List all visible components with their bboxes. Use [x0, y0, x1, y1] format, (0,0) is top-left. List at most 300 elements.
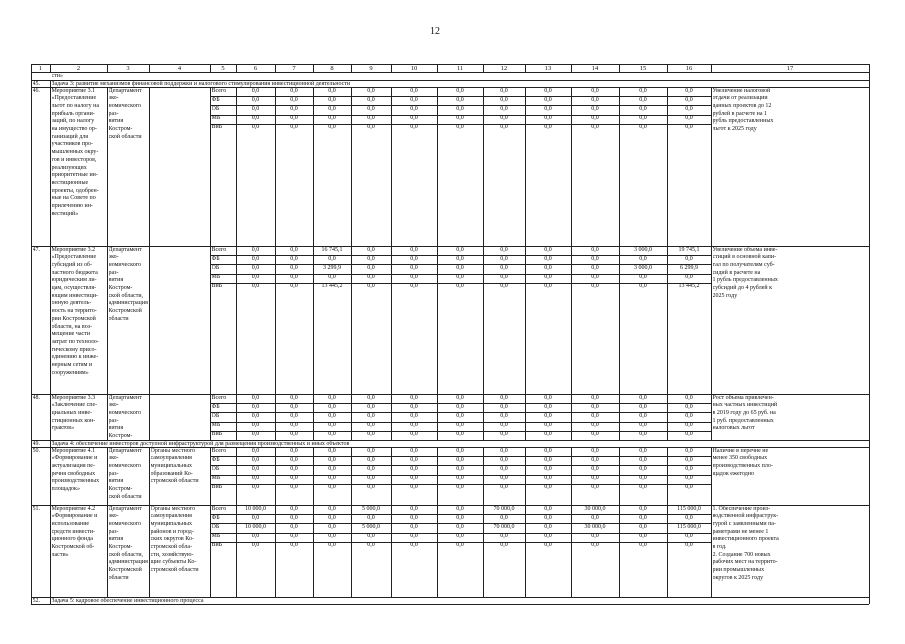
- funding-value: 0,0: [500, 115, 508, 122]
- funding-value: 0,0: [367, 475, 375, 482]
- column-rule: [50, 246, 51, 394]
- funding-value: 0,0: [410, 514, 418, 521]
- funding-value: 0,0: [367, 283, 375, 290]
- column-rule: [210, 64, 211, 72]
- funding-value: 0,0: [367, 96, 375, 103]
- column-rule: [149, 87, 150, 246]
- measure-name: Мероприятие 4.1 «Формирование и актуализация пе- речня свободных производственных площадок»: [51, 447, 100, 493]
- column-rule: [667, 64, 668, 72]
- funding-value: 0,0: [639, 274, 647, 281]
- funding-value: 0,0: [328, 533, 336, 540]
- measure-name: Мероприятие 3.2 «Предоставление субсидий из об- ластного бюджета юридическим ли- цам, осуществля- ющим инвестици- онную деятель- ность на террито- рии Костромской области, на воз- мещение части затрат по техноло- гическому присо- единению к инже- нерным сетям и сооружениям»: [51, 246, 99, 376]
- column-rule: [437, 87, 438, 246]
- funding-value: 0,0: [591, 255, 599, 262]
- funding-value: 0,0: [544, 412, 552, 419]
- funding-value: 0,0: [290, 456, 298, 463]
- column-rule: [667, 505, 668, 597]
- funding-value: 0,0: [328, 124, 336, 131]
- funding-value: 0,0: [544, 542, 552, 549]
- column-rule: [571, 246, 572, 394]
- funding-value: 0,0: [544, 447, 552, 454]
- funding-value: 0,0: [367, 403, 375, 410]
- funding-value: 0,0: [591, 533, 599, 540]
- funding-value: 0,0: [251, 87, 260, 94]
- funding-value: 0,0: [544, 484, 552, 491]
- funding-value: 0,0: [290, 475, 298, 482]
- funding-value: 0,0: [500, 255, 508, 262]
- funding-value: 5 000,0: [362, 505, 380, 512]
- funding-value: 0,0: [456, 246, 464, 253]
- funding-value: 0,0: [591, 447, 599, 454]
- column-number: 11: [456, 64, 464, 72]
- funding-value: 0,0: [500, 283, 508, 290]
- column-rule: [149, 394, 150, 440]
- funding-value: 0,0: [591, 394, 599, 401]
- funding-value: 0,0: [290, 542, 298, 549]
- funding-value: 0,0: [251, 447, 260, 454]
- column-rule: [275, 246, 276, 394]
- column-rule: [107, 246, 108, 394]
- funding-value: 0,0: [367, 115, 375, 122]
- measure-name: Мероприятие 4.2 «Формирование и использование средств инвести- ционного фонда Костромской об- ласти»: [51, 505, 98, 558]
- funding-value: 0,0: [456, 255, 464, 262]
- funding-value: 13 445,2: [678, 283, 700, 290]
- funding-value: 0,0: [410, 115, 418, 122]
- funding-value: 0,0: [639, 484, 647, 491]
- funding-source: МБ: [211, 533, 221, 540]
- funding-value: 0,0: [367, 124, 375, 131]
- column-rule: [107, 447, 108, 505]
- funding-source: Всего: [211, 505, 227, 512]
- funding-value: 0,0: [456, 475, 464, 482]
- funding-value: 0,0: [544, 475, 552, 482]
- column-rule: [236, 447, 237, 505]
- column-rule: [437, 505, 438, 597]
- funding-value: 0,0: [290, 412, 298, 419]
- funding-value: 0,0: [290, 403, 298, 410]
- funding-value: 0,0: [251, 422, 260, 429]
- funding-value: 0,0: [639, 394, 647, 401]
- funding-value: 0,0: [410, 403, 418, 410]
- funding-value: 0,0: [410, 246, 418, 253]
- funding-value: 0,0: [591, 431, 599, 438]
- funding-value: 0,0: [410, 475, 418, 482]
- column-rule: [437, 64, 438, 72]
- funding-value: 0,0: [328, 542, 336, 549]
- column-rule: [236, 246, 237, 394]
- funding-value: 30 000,0: [584, 523, 606, 530]
- funding-value: 0,0: [328, 105, 336, 112]
- funding-value: 0,0: [500, 87, 508, 94]
- measure-executor: Департамент эко- номического раз- вития Костром- ской области, администрация Костромской области: [108, 246, 148, 322]
- funding-value: 0,0: [639, 475, 647, 482]
- funding-value: 0,0: [290, 514, 298, 521]
- funding-value: 0,0: [328, 274, 336, 281]
- column-rule: [437, 447, 438, 505]
- column-rule: [711, 505, 712, 597]
- funding-source: ОБ: [211, 105, 220, 112]
- measure-participant: Органы местного самоуправления муниципальных образований Ко- стромской области: [150, 447, 199, 485]
- column-rule: [711, 447, 712, 505]
- funding-value: 0,0: [639, 124, 647, 131]
- column-number: 7: [292, 64, 296, 72]
- column-rule: [571, 87, 572, 246]
- column-rule: [107, 87, 108, 246]
- funding-value: 0,0: [456, 124, 464, 131]
- funding-value: 0,0: [500, 514, 508, 521]
- funding-value: 0,0: [639, 533, 647, 540]
- column-rule: [869, 447, 870, 505]
- funding-value: 0,0: [328, 394, 336, 401]
- funding-value: 0,0: [410, 124, 418, 131]
- column-number: 4: [177, 64, 182, 72]
- funding-value: 0,0: [500, 456, 508, 463]
- funding-value: 0,0: [410, 274, 418, 281]
- column-number: 17: [786, 64, 794, 72]
- funding-value: 0,0: [500, 484, 508, 491]
- column-number: 15: [639, 64, 647, 72]
- funding-value: 0,0: [251, 96, 260, 103]
- column-rule: [50, 447, 51, 505]
- funding-value: 0,0: [685, 447, 693, 454]
- funding-value: 0,0: [456, 484, 464, 491]
- funding-value: 0,0: [639, 514, 647, 521]
- column-rule: [50, 394, 51, 440]
- measure-participant: Органы местного самоуправления муниципальных районов и город- ских округов Ко- стромской обла- сти, хозяйствую- щие субъекты Ко- стромской области: [150, 505, 199, 574]
- column-rule: [869, 394, 870, 440]
- column-rule: [236, 64, 237, 72]
- measure-executor: Департамент эко- номического раз- вития Костром- ской области: [108, 87, 142, 140]
- column-rule: [275, 447, 276, 505]
- funding-value: 0,0: [544, 514, 552, 521]
- funding-value: 0,0: [251, 484, 260, 491]
- column-rule: [31, 394, 32, 440]
- funding-value: 0,0: [328, 447, 336, 454]
- funding-value: 19 745,1: [678, 246, 700, 253]
- funding-value: 0,0: [328, 422, 336, 429]
- column-rule: [391, 505, 392, 597]
- column-rule: [525, 394, 526, 440]
- funding-value: 0,0: [685, 124, 693, 131]
- column-rule: [236, 505, 237, 597]
- funding-value: 0,0: [367, 264, 375, 271]
- column-rule: [313, 87, 314, 246]
- funding-value: 0,0: [456, 403, 464, 410]
- funding-value: 0,0: [251, 403, 260, 410]
- funding-value: 0,0: [685, 422, 693, 429]
- funding-value: 0,0: [251, 431, 260, 438]
- column-rule: [50, 440, 51, 447]
- column-rule: [31, 505, 32, 597]
- funding-value: 0,0: [367, 447, 375, 454]
- funding-source: ФБ: [211, 456, 220, 463]
- funding-value: 0,0: [328, 403, 336, 410]
- funding-value: 10 000,0: [245, 505, 266, 512]
- column-rule: [210, 87, 211, 246]
- column-rule: [667, 87, 668, 246]
- funding-value: 0,0: [639, 456, 647, 463]
- funding-value: 0,0: [251, 465, 260, 472]
- funding-value: 0,0: [410, 255, 418, 262]
- funding-value: 0,0: [500, 96, 508, 103]
- measure-number: 50.: [32, 447, 40, 454]
- column-rule: [31, 447, 32, 505]
- funding-value: 0,0: [685, 394, 693, 401]
- column-rule: [210, 505, 211, 597]
- funding-value: 0,0: [367, 105, 375, 112]
- column-rule: [236, 394, 237, 440]
- funding-source: Всего: [211, 246, 227, 253]
- funding-value: 0,0: [290, 533, 298, 540]
- funding-value: 0,0: [328, 505, 336, 512]
- column-rule: [313, 246, 314, 394]
- measure-result: 1. Обеспечение произ- водственной инфраструк- турой с заявленными па- раметрами не менее 1 инвестиционного проекта в год. 2. Создание 700 новых рабочих мест на террито- рии промышленных округов к 2025 году: [712, 505, 779, 581]
- funding-source: МБ: [211, 115, 221, 122]
- column-rule: [711, 246, 712, 394]
- funding-value: 0,0: [456, 394, 464, 401]
- funding-value: 0,0: [456, 264, 464, 271]
- funding-value: 0,0: [591, 264, 599, 271]
- funding-value: 0,0: [544, 523, 552, 530]
- funding-value: 0,0: [456, 514, 464, 521]
- funding-value: 0,0: [290, 274, 298, 281]
- funding-value: 0,0: [251, 124, 260, 131]
- column-rule: [667, 394, 668, 440]
- funding-value: 0,0: [251, 533, 260, 540]
- funding-value: 0,0: [367, 87, 375, 94]
- column-rule: [711, 394, 712, 440]
- funding-source: ВиБ: [211, 542, 223, 549]
- column-rule: [50, 64, 51, 72]
- column-number: 8: [330, 64, 334, 72]
- funding-value: 0,0: [639, 87, 647, 94]
- funding-value: 0,0: [290, 105, 298, 112]
- funding-value: 0,0: [591, 96, 599, 103]
- funding-value: 0,0: [367, 422, 375, 429]
- column-rule: [313, 394, 314, 440]
- funding-value: 0,0: [410, 264, 418, 271]
- column-rule: [31, 80, 32, 87]
- task-title: Задача 4: обеспечение инвесторов доступной инфраструктурой для размещения производственных и иных объектов: [51, 440, 350, 447]
- column-rule: [525, 246, 526, 394]
- funding-value: 0,0: [251, 255, 260, 262]
- measure-executor: Департамент эко- номического раз- вития Костром- ской области, администрация Костромской области: [108, 505, 148, 581]
- column-rule: [313, 505, 314, 597]
- funding-value: 0,0: [500, 465, 508, 472]
- funding-value: 0,0: [367, 456, 375, 463]
- column-rule: [483, 505, 484, 597]
- funding-value: 0,0: [591, 412, 599, 419]
- funding-value: 0,0: [410, 465, 418, 472]
- funding-value: 3 000,0: [634, 246, 652, 253]
- funding-value: 0,0: [251, 264, 260, 271]
- funding-value: 0,0: [544, 105, 552, 112]
- funding-value: 0,0: [591, 246, 599, 253]
- funding-value: 0,0: [251, 514, 260, 521]
- funding-value: 0,0: [410, 505, 418, 512]
- funding-value: 0,0: [591, 484, 599, 491]
- funding-value: 0,0: [410, 542, 418, 549]
- funding-value: 0,0: [685, 542, 693, 549]
- funding-value: 0,0: [251, 394, 260, 401]
- funding-value: 0,0: [410, 447, 418, 454]
- funding-value: 0,0: [410, 283, 418, 290]
- column-rule: [351, 87, 352, 246]
- funding-value: 0,0: [410, 96, 418, 103]
- funding-value: 0,0: [410, 105, 418, 112]
- funding-value: 0,0: [456, 523, 464, 530]
- column-rule: [667, 447, 668, 505]
- funding-source: ФБ: [211, 514, 220, 521]
- funding-value: 0,0: [328, 412, 336, 419]
- funding-value: 0,0: [251, 542, 260, 549]
- funding-value: 0,0: [685, 465, 693, 472]
- column-rule: [313, 447, 314, 505]
- funding-value: 0,0: [410, 456, 418, 463]
- funding-source: Всего: [211, 87, 227, 94]
- funding-value: 0,0: [639, 465, 647, 472]
- column-rule: [869, 505, 870, 597]
- measure-name: Мероприятие 3.1 «Предоставление льгот по налогу на прибыль органи- заций, по налогу на имущество ор- ганизаций для участников про- мышленных окру- гов и инвесторов, реализующих приоритетные ин- вестиционные проекты, одобрен- ные на Совете по прилечению ин- вестиций»: [51, 87, 100, 217]
- funding-value: 0,0: [544, 115, 552, 122]
- funding-value: 0,0: [685, 255, 693, 262]
- funding-value: 0,0: [456, 422, 464, 429]
- funding-value: 0,0: [456, 274, 464, 281]
- funding-value: 0,0: [500, 431, 508, 438]
- task-number: 45.: [32, 80, 40, 87]
- funding-value: 0,0: [544, 255, 552, 262]
- column-rule: [351, 447, 352, 505]
- column-rule: [711, 64, 712, 72]
- column-number: 5: [221, 64, 225, 72]
- column-rule: [619, 87, 620, 246]
- funding-value: 0,0: [410, 412, 418, 419]
- funding-value: 0,0: [544, 264, 552, 271]
- funding-value: 0,0: [591, 87, 599, 94]
- funding-value: 0,0: [500, 533, 508, 540]
- funding-value: 0,0: [367, 533, 375, 540]
- funding-value: 0,0: [639, 115, 647, 122]
- column-rule: [391, 64, 392, 72]
- column-rule: [667, 246, 668, 394]
- column-rule: [351, 394, 352, 440]
- funding-source: Всего: [211, 394, 227, 401]
- funding-value: 0,0: [544, 124, 552, 131]
- column-number: 12: [500, 64, 508, 72]
- column-rule: [869, 87, 870, 246]
- funding-source: Всего: [211, 447, 227, 454]
- funding-value: 0,0: [500, 475, 508, 482]
- funding-value: 0,0: [544, 533, 552, 540]
- funding-value: 0,0: [456, 431, 464, 438]
- column-rule: [483, 447, 484, 505]
- measure-participant: [151, 88, 209, 247]
- funding-value: 0,0: [290, 96, 298, 103]
- column-rule: [31, 87, 32, 246]
- column-rule: [275, 505, 276, 597]
- column-rule: [483, 246, 484, 394]
- funding-value: 0,0: [456, 283, 464, 290]
- column-rule: [149, 246, 150, 394]
- funding-value: 0,0: [639, 505, 647, 512]
- column-rule: [275, 64, 276, 72]
- funding-value: 70 000,0: [493, 523, 515, 530]
- column-rule: [149, 505, 150, 597]
- column-number: 1: [38, 64, 43, 72]
- measure-result: Наличие в перечне не менее 350 свободных производственных пло- щадок ежегодно: [712, 447, 773, 477]
- funding-value: 0,0: [685, 431, 693, 438]
- task-number: 52.: [32, 597, 40, 604]
- funding-value: 0,0: [544, 505, 552, 512]
- funding-value: 0,0: [456, 412, 464, 419]
- column-rule: [149, 447, 150, 505]
- measure-result: Увеличение объема инве- стиций в основной капи- тал по получателям суб- сидий в расчете на 1 рубль предоставленных субсидий до 4 рублей к 2025 году: [712, 246, 778, 299]
- measure-number: 48.: [32, 394, 40, 401]
- column-rule: [869, 72, 870, 80]
- column-rule: [619, 246, 620, 394]
- funding-value: 0,0: [544, 465, 552, 472]
- funding-value: 0,0: [410, 87, 418, 94]
- header-rule: [31, 72, 869, 73]
- funding-value: 0,0: [456, 533, 464, 540]
- funding-value: 0,0: [290, 124, 298, 131]
- funding-value: 0,0: [367, 255, 375, 262]
- column-rule: [31, 246, 32, 394]
- funding-value: 0,0: [500, 124, 508, 131]
- column-rule: [149, 64, 150, 72]
- column-rule: [210, 447, 211, 505]
- column-rule: [391, 246, 392, 394]
- column-rule: [50, 87, 51, 246]
- funding-value: 0,0: [500, 264, 508, 271]
- funding-value: 0,0: [328, 115, 336, 122]
- funding-value: 3 299,9: [323, 264, 341, 271]
- funding-value: 0,0: [410, 484, 418, 491]
- funding-value: 0,0: [290, 465, 298, 472]
- funding-source: ФБ: [211, 403, 220, 410]
- funding-value: 5 000,0: [362, 523, 380, 530]
- funding-value: 0,0: [544, 274, 552, 281]
- column-rule: [483, 87, 484, 246]
- funding-value: 0,0: [591, 283, 599, 290]
- funding-value: 0,0: [591, 403, 599, 410]
- column-number: 6: [253, 64, 258, 72]
- funding-value: 0,0: [639, 255, 647, 262]
- column-rule: [525, 447, 526, 505]
- column-rule: [869, 80, 870, 87]
- funding-value: 0,0: [251, 246, 260, 253]
- funding-value: 0,0: [456, 465, 464, 472]
- column-rule: [275, 394, 276, 440]
- measure-participant: [151, 395, 209, 441]
- funding-value: 0,0: [367, 246, 375, 253]
- funding-value: 0,0: [290, 394, 298, 401]
- funding-value: 0,0: [290, 255, 298, 262]
- measure-result: Увеличение налоговой отдачи от реализации данных проектов до 12 рублей в расчете на 1 рубль предоставленных льгот к 2025 году: [712, 87, 774, 133]
- funding-source: ВиБ: [211, 124, 223, 131]
- column-rule: [210, 394, 211, 440]
- column-rule: [869, 246, 870, 394]
- measure-executor: Департамент эко- номического раз- вития Костром- ской области: [108, 447, 142, 500]
- funding-value: 0,0: [685, 475, 693, 482]
- funding-value: 0,0: [591, 514, 599, 521]
- funding-value: 0,0: [685, 412, 693, 419]
- funding-value: 0,0: [544, 422, 552, 429]
- column-rule: [483, 394, 484, 440]
- funding-value: 0,0: [328, 484, 336, 491]
- funding-value: 13 445,2: [321, 283, 343, 290]
- funding-value: 0,0: [251, 105, 260, 112]
